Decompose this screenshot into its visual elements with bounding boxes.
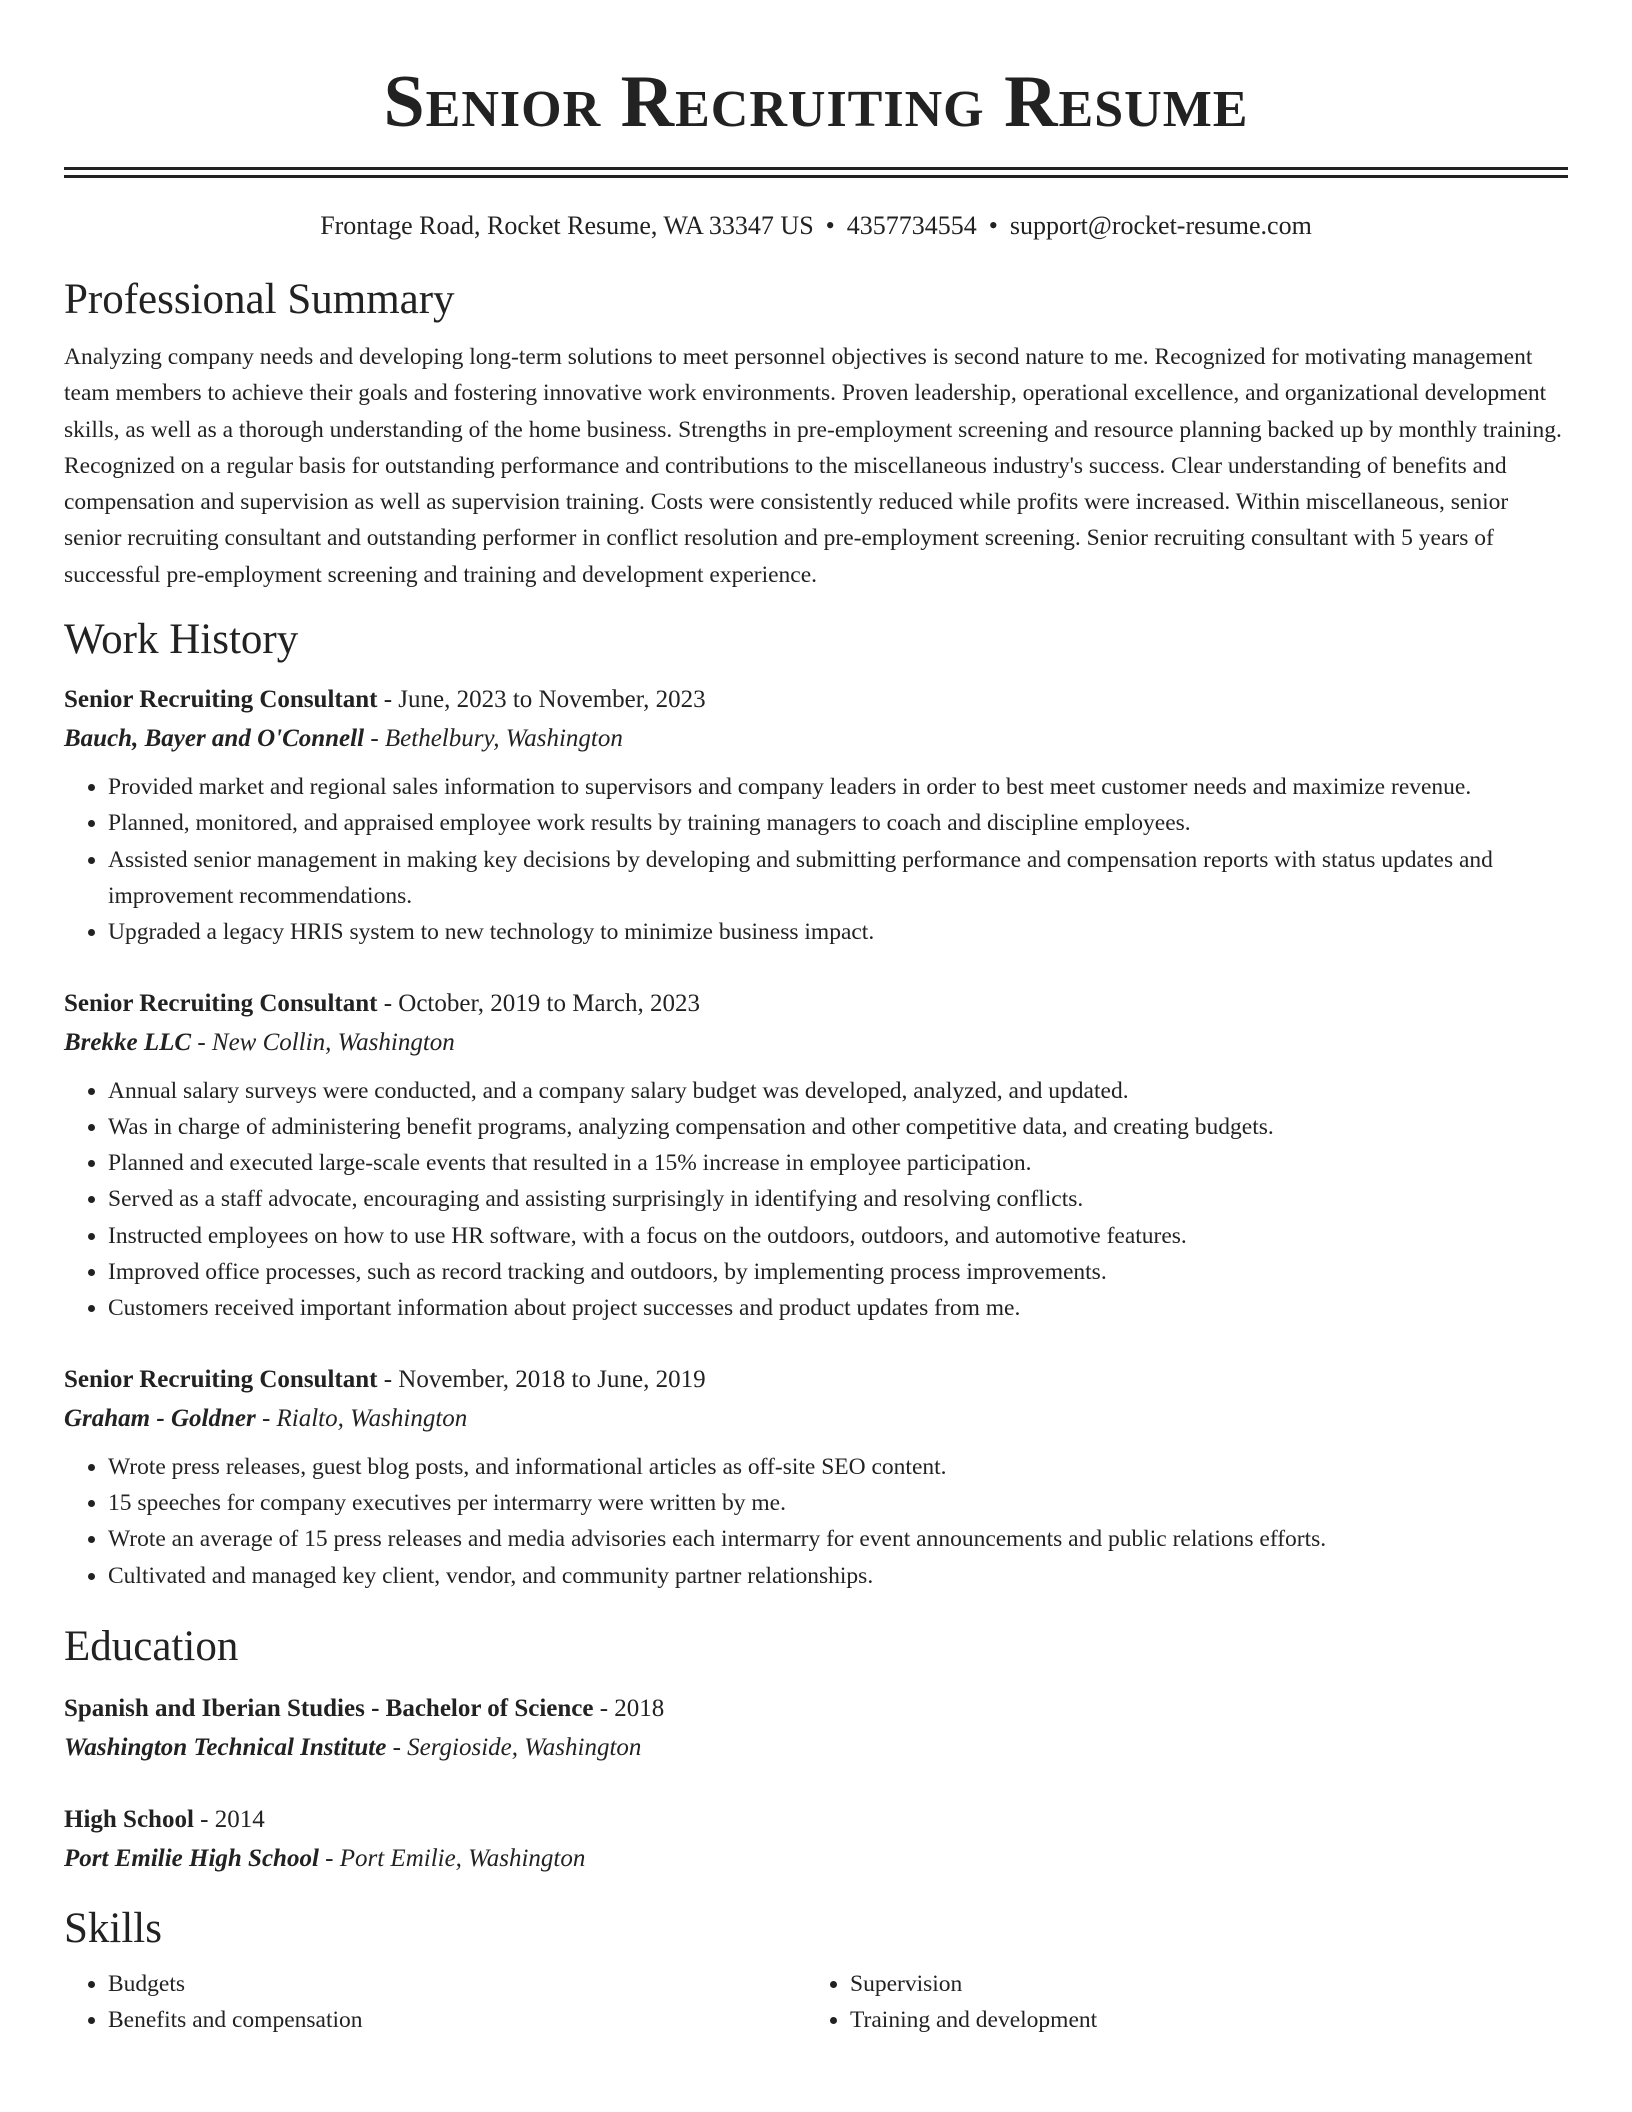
contact-separator: •	[825, 211, 835, 240]
job-entry	[64, 1361, 1568, 1594]
job-company: Brekke LLC	[64, 1028, 192, 1056]
duty-item: • Served as a staff advocate, encouraging and assisting surprisingly in identifying and resolving conflicts.	[108, 1181, 1568, 1217]
contact-separator: •	[988, 211, 998, 240]
contact-address: Frontage Road, Rocket Resume, WA 33347 US	[320, 211, 814, 240]
job-location: - New Collin, Washington	[191, 1028, 455, 1056]
skills-list	[64, 1966, 1568, 2039]
resume-title: Senior Recruiting Resume	[383, 61, 1249, 143]
school-name: Port Emilie High School	[64, 1844, 319, 1872]
job-entry	[64, 681, 1568, 950]
education-entry	[64, 1690, 1568, 1767]
degree-line	[64, 1801, 1568, 1839]
job-company-line	[64, 1399, 1568, 1438]
job-entry	[64, 985, 1568, 1327]
skill-item: • Supervision	[850, 1966, 1548, 2002]
duty-item: • Annual salary surveys were conducted, and a company salary budget was developed, analyzed, and updated.	[108, 1073, 1568, 1109]
duty-item: • Wrote press releases, guest blog posts, and informational articles as off-site SEO content.	[108, 1449, 1568, 1485]
education-entry	[64, 1801, 1568, 1878]
degree-name: High School	[64, 1805, 194, 1833]
job-company: Graham - Goldner	[64, 1404, 256, 1432]
duty-item: • Instructed employees on how to use HR software, with a focus on the outdoors, outdoors, and automotive features.	[108, 1218, 1568, 1254]
skills-heading: Skills	[64, 1904, 162, 1952]
title-divider	[64, 167, 1568, 178]
summary-heading: Professional Summary	[64, 276, 455, 323]
duty-item: • Upgraded a legacy HRIS system to new technology to minimize business impact.	[108, 914, 1568, 950]
school-line	[64, 1839, 1568, 1878]
job-company-line	[64, 719, 1568, 758]
contact-phone: 4357734554	[846, 211, 977, 240]
job-location: - Rialto, Washington	[255, 1404, 468, 1432]
job-company-line	[64, 1023, 1568, 1062]
duty-item: • Customers received important information about project successes and product updates from me.	[108, 1290, 1568, 1326]
degree-line	[64, 1690, 1568, 1728]
job-title-line	[64, 985, 1568, 1023]
duty-item: • Provided market and regional sales information to supervisors and company leaders in order to best meet customer needs and maximize revenue.	[108, 769, 1568, 805]
contact-line	[64, 210, 1568, 242]
skills-column-left	[64, 1966, 806, 2039]
duty-item: • Assisted senior management in making key decisions by developing and submitting performance and compensation reports with status updates and improvement recommendations.	[108, 842, 1568, 915]
skills-column-right	[806, 1966, 1548, 2039]
duty-item: • Improved office processes, such as record tracking and outdoors, by implementing process improvements.	[108, 1254, 1568, 1290]
job-duties	[64, 1449, 1568, 1594]
contact-email: support@rocket-resume.com	[1009, 211, 1312, 240]
work-history-heading: Work History	[64, 616, 299, 664]
job-dates: - November, 2018 to June, 2019	[377, 1365, 706, 1393]
degree-year: - 2014	[193, 1805, 265, 1833]
school-location: - Port Emilie, Washington	[318, 1844, 586, 1872]
job-company: Bauch, Bayer and O'Connell	[64, 725, 365, 753]
summary-text: Analyzing company needs and developing long-term solutions to meet personnel objectives is second nature to me. Recognized for motivating management team members to achieve their goals and fostering innovative work environments. Proven leadership, operational excellence, and organizational development skills, as well as a thorough understanding of the home business. Strengths in pre-employment screening and resource planning backed up by monthly training. Recognized on a regular basis for outstanding performance and contributions to the miscellaneous industry's success. Clear understanding of benefits and compensation and supervision as well as supervision training. Costs were consistently reduced while profits were increased. Within miscellaneous, senior senior recruiting consultant and outstanding performer in conflict resolution and pre-employment screening. Senior recruiting consultant with 5 years of successful pre-employment screening and training and development experience.	[64, 344, 1562, 588]
skill-item: • Benefits and compensation	[108, 2002, 806, 2038]
duty-item: • Planned, monitored, and appraised employee work results by training managers to coach and discipline employees.	[108, 805, 1568, 841]
school-name: Washington Technical Institute	[64, 1733, 387, 1761]
skill-item: • Budgets	[108, 1966, 806, 2002]
education-heading: Education	[64, 1622, 239, 1670]
duty-item: • Cultivated and managed key client, vendor, and community partner relationships.	[108, 1558, 1568, 1594]
duty-item: • Was in charge of administering benefit programs, analyzing compensation and other competitive data, and creating budgets.	[108, 1109, 1568, 1145]
job-location: - Bethelbury, Washington	[364, 725, 623, 753]
job-duties	[64, 1073, 1568, 1327]
degree-year: - 2018	[593, 1694, 665, 1722]
duty-item: • 15 speeches for company executives per intermarry were written by me.	[108, 1485, 1568, 1521]
degree-name: Spanish and Iberian Studies - Bachelor of Science	[64, 1694, 594, 1722]
job-role: Senior Recruiting Consultant	[64, 686, 378, 714]
school-line	[64, 1728, 1568, 1767]
school-location: - Sergioside, Washington	[386, 1733, 642, 1761]
skill-item: • Training and development	[850, 2002, 1548, 2038]
job-title-line	[64, 1361, 1568, 1399]
job-title-line	[64, 681, 1568, 719]
job-role: Senior Recruiting Consultant	[64, 989, 378, 1017]
job-dates: - June, 2023 to November, 2023	[377, 686, 706, 714]
job-dates: - October, 2019 to March, 2023	[377, 989, 700, 1017]
job-role: Senior Recruiting Consultant	[64, 1365, 378, 1393]
job-duties	[64, 769, 1568, 950]
duty-item: • Wrote an average of 15 press releases and media advisories each intermarry for event announcements and public relations efforts.	[108, 1521, 1568, 1557]
duty-item: • Planned and executed large-scale events that resulted in a 15% increase in employee participation.	[108, 1145, 1568, 1181]
